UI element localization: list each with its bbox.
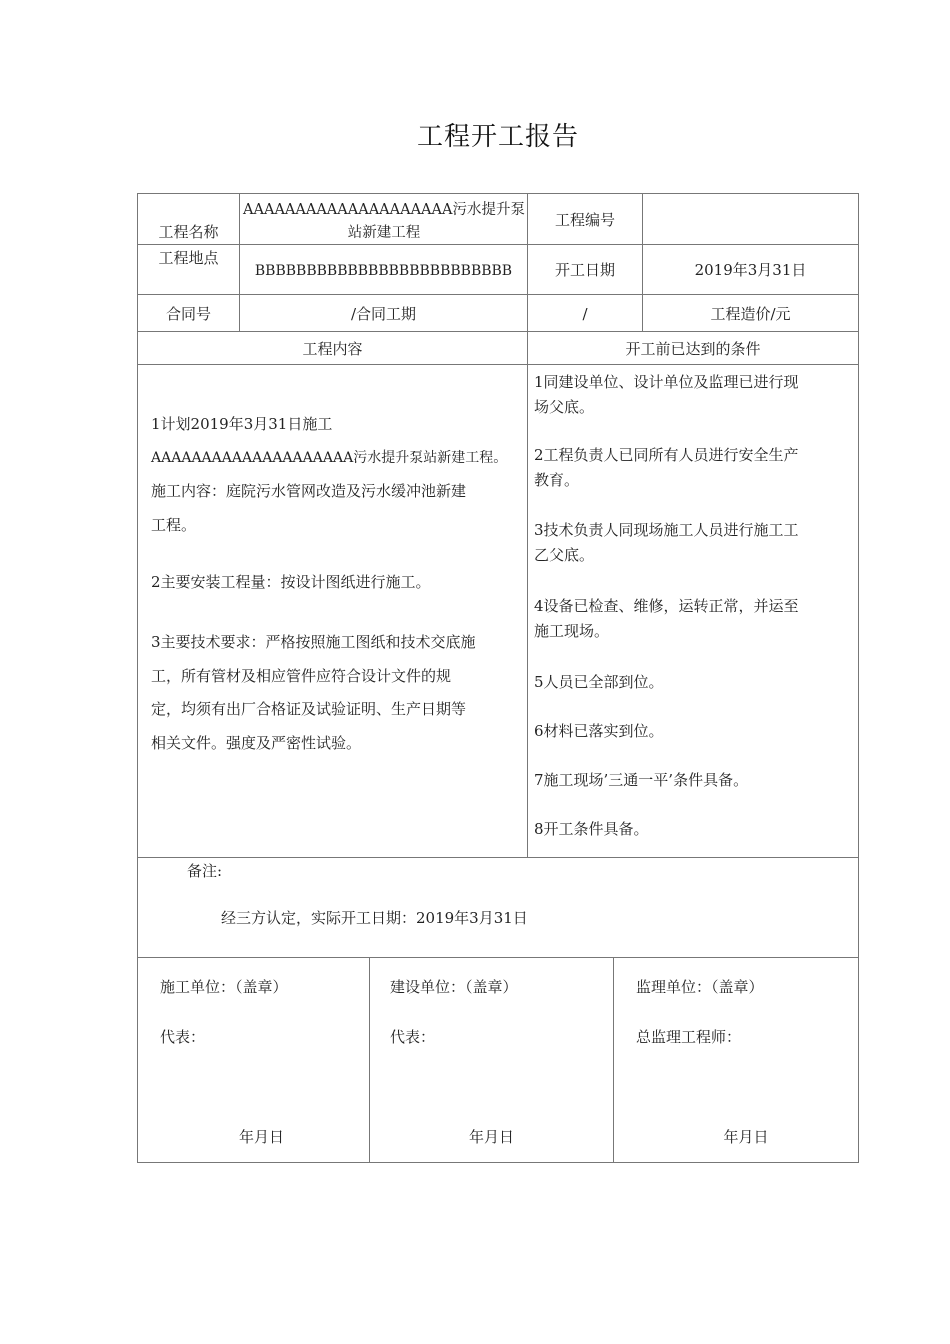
project-name-value: AAAAAAAAAAAAAAAAAAAA污水提升泵站新建工程	[243, 202, 525, 241]
supervisor-unit-label: 监理单位：（盖章）	[636, 978, 764, 996]
construction-rep-label: 代表：	[160, 1028, 206, 1046]
condition-3	[534, 518, 854, 568]
row-divider	[138, 857, 858, 858]
condition-2	[534, 443, 854, 493]
contract-number-label: 合同号	[165, 305, 211, 323]
condition-line: 乙父底。	[534, 546, 595, 564]
content-item-3	[151, 626, 523, 760]
row-divider	[138, 957, 858, 958]
content-line: 工，所有管材及相应管件应符合设计文件的规	[151, 666, 452, 685]
project-number-label: 工程编号	[554, 211, 615, 229]
condition-4	[534, 594, 854, 644]
content-line: 定，均须有出厂合格证及试验证明、生产日期等	[151, 700, 467, 718]
remarks-label: 备注:	[187, 862, 223, 880]
content-header: 工程内容	[302, 340, 363, 358]
condition-1	[534, 370, 854, 420]
owner-date-label: 年月日	[468, 1128, 514, 1146]
content-line: 工程。	[151, 515, 197, 534]
content-line: 1计划2019年3月31日施工	[151, 415, 333, 433]
content-item-2: 2主要安装工程量：按设计图纸进行施工。	[151, 573, 431, 591]
condition-5: 5人员已全部到位。	[534, 673, 664, 691]
construction-unit-label: 施工单位：（盖章）	[160, 978, 288, 996]
condition-line: 4设备已检查、维修，运转正常，并运至	[534, 597, 799, 615]
row-divider	[138, 364, 858, 365]
condition-line: 3技术负责人同现场施工人员进行施工工	[534, 521, 799, 539]
project-name-label: 工程名称	[158, 223, 219, 241]
remarks-text: 经三方认定，实际开工日期：2019年3月31日	[221, 909, 528, 927]
condition-line: 1同建设单位、设计单位及监理已进行现	[534, 373, 799, 391]
condition-line: 场父底。	[534, 398, 595, 416]
row-divider	[138, 294, 858, 295]
chief-supervisor-label: 总监理工程师：	[636, 1028, 742, 1046]
owner-unit-label: 建设单位：（盖章）	[390, 978, 518, 996]
condition-line: 施工现场。	[534, 622, 610, 640]
project-location-value: BBBBBBBBBBBBBBBBBBBBBBBBB	[254, 263, 513, 279]
condition-line: 2工程负责人已同所有人员进行安全生产	[534, 446, 799, 464]
col-divider	[527, 194, 528, 857]
condition-line: 教育。	[534, 471, 580, 489]
supervisor-date-label: 年月日	[723, 1128, 769, 1146]
project-content	[151, 408, 523, 542]
project-location-label: 工程地点	[158, 249, 219, 267]
row-divider	[138, 331, 858, 332]
content-line: 施工内容：庭院污水管网改造及污水缓冲池新建	[151, 482, 467, 500]
content-line: 相关文件。强度及严密性试验。	[151, 733, 362, 752]
content-line: 3主要技术要求：严格按照施工图纸和技术交底施	[151, 633, 476, 651]
page-title: 工程开工报告	[416, 122, 579, 152]
condition-7: 7施工现场’三通一平’条件具备。	[534, 771, 749, 789]
contract-period-label: /合同工期	[350, 305, 417, 323]
owner-rep-label: 代表：	[390, 1028, 436, 1046]
project-cost-label: 工程造价/元	[710, 305, 791, 323]
content-line: AAAAAAAAAAAAAAAAAAAA污水提升泵站新建工程。	[151, 449, 508, 466]
start-date-label: 开工日期	[554, 261, 615, 279]
start-date-value: 2019年3月31日	[694, 261, 807, 279]
report-table	[137, 193, 859, 1163]
construction-date-label: 年月日	[238, 1128, 284, 1146]
condition-8: 8开工条件具备。	[534, 820, 649, 838]
contract-period-value: /	[582, 305, 588, 323]
conditions-header: 开工前已达到的条件	[625, 340, 761, 358]
condition-6: 6材料已落实到位。	[534, 722, 664, 740]
